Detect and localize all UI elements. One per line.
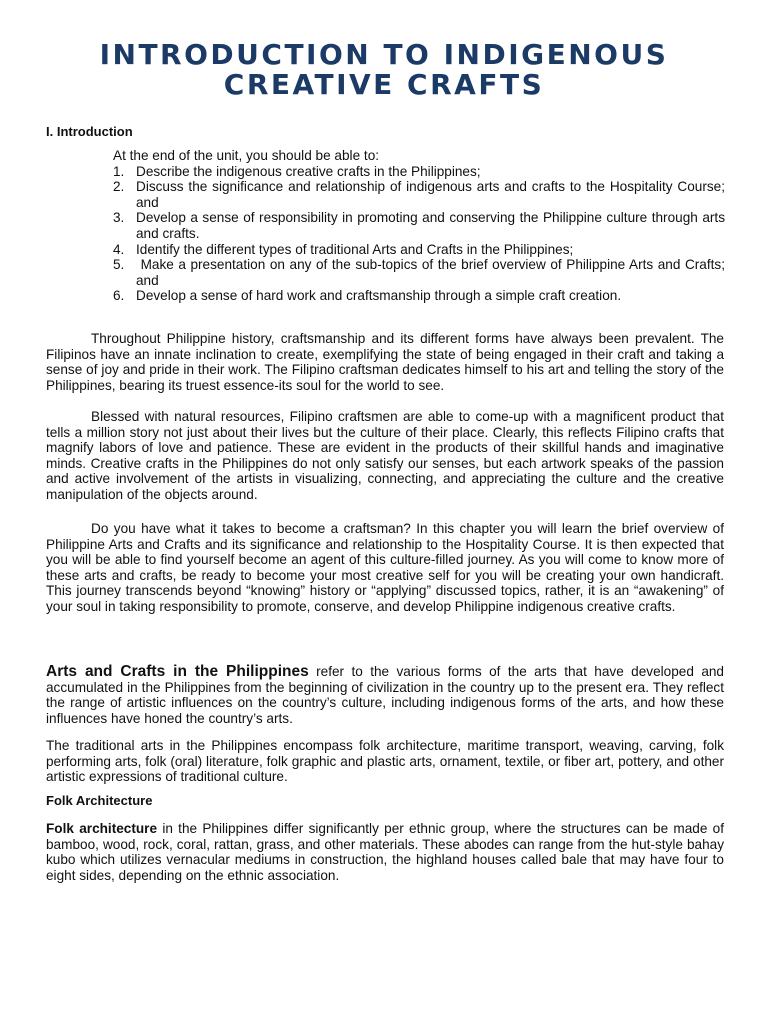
paragraph-become-craftsman: Do you have what it takes to become a craftsman? In this chapter you will learn the brief overview of Philippine Arts and Crafts and its significance and relationship to the Hospitality Course. It is then expected that you will be able to find yourself become an agent of this culture-filled journey. As you will come to know more of these arts and crafts, be ready to become your most creative self for you will be creating your own handicraft. This journey transcends beyond “knowing” history or “applying” discussed topics, rather, it is an “awakening” of your soul in taking responsibility to promote, conserve, and develop Philippine indigenous creative crafts. (46, 521, 724, 614)
list-item: 6. Develop a sense of hard work and craftsmanship through a simple craft creation. (113, 288, 622, 304)
paragraph-natural-resources: Blessed with natural resources, Filipino craftsmen are able to come-up with a magnificent product that tells a million story not just about their lives but the culture of their place. Clearly, this reflects Filipino crafts that magnify labors of love and patience. These are evident in the products of their skillful hands and imaginative minds. Creative crafts in the Philippines do not only satisfy our senses, but each artwork speaks of the passion and active involvement of the artists in visualizing, connecting, and appreciating the culture and the creative manipulation of the objects around. (46, 409, 724, 502)
paragraph-traditional-arts: The traditional arts in the Philippines encompass folk architecture, maritime transport, weaving, carving, folk performing arts, folk (oral) literature, folk graphic and plastic arts, ornament, textile, or fiber art, pottery, and other artistic expressions of traditional culture. (46, 738, 724, 785)
section-heading-introduction: I. Introduction (46, 124, 133, 139)
paragraph-arts-and-crafts: Arts and Crafts in the Philippines refer to the various forms of the arts that have developed and accumulated in the Philippines from the beginning of civilization in the country up to the present era. They reflect the range of artistic influences on the country’s culture, including indigenous forms of the arts, and how these influences have honed the country’s arts. (46, 663, 724, 726)
section-heading-folk-architecture: Folk Architecture (46, 793, 153, 808)
objectives-block (113, 148, 729, 304)
list-item: 1. Describe the indigenous creative crafts in the Philippines; (113, 163, 481, 179)
page-title (40, 40, 728, 100)
title-line-2: CREATIVE CRAFTS (223, 68, 545, 101)
list-item: 4. Identify the different types of traditional Arts and Crafts in the Philippines; (113, 241, 574, 257)
objectives-list (113, 163, 729, 304)
objectives-intro: At the end of the unit, you should be able to: (113, 148, 380, 163)
paragraph-folk-architecture: Folk architecture in the Philippines differ significantly per ethnic group, where the structures can be made of bamboo, wood, rock, coral, rattan, grass, and other materials. These abodes can range from the hut-style bahay kubo which utilizes vernacular mediums in construction, the highland houses called bale that may have four to eight sides, depending on the ethnic association. (46, 821, 725, 883)
folk-lead-term: Folk architecture (46, 821, 158, 836)
title-line-1: INTRODUCTION TO INDIGENOUS (99, 38, 669, 71)
arts-lead-term: Arts and Crafts in the Philippines (46, 663, 309, 680)
list-item: 5. Make a presentation on any of the sub-topics of the brief overview of Philippine Arts and Crafts; and (113, 257, 729, 288)
list-item: 2. Discuss the significance and relationship of indigenous arts and crafts to the Hospitality Course; and (113, 179, 725, 210)
list-item: 3. Develop a sense of responsibility in promoting and conserving the Philippine culture through arts and crafts. (113, 210, 725, 241)
paragraph-craftsmanship: Throughout Philippine history, craftsmanship and its different forms have always been prevalent. The Filipinos have an innate inclination to create, exemplifying the state of being engaged in their craft and taking a sense of joy and pride in their work. The Filipino craftsman dedicates himself to his art and telling the story of the Philippines, bearing its truest essence-its soul for the world to see. (46, 331, 724, 393)
